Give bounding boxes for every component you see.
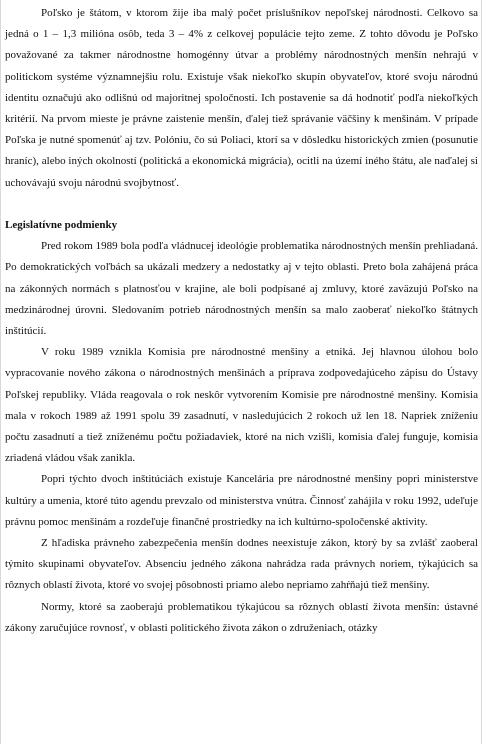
intro-paragraph: Poľsko je štátom, v ktorom žije iba malý počet príslušníkov nepoľskej národnosti. Celkovo sa jedná o 1 – 1,3 milióna osôb, teda 3 – 4% z celkovej populácie tejto zeme. Z tohto dôvodu je Poľsko považované za takmer národnostne homogénny útvar a problémy národnostných menšín nehrajú v politickom systéme významnejšiu rolu. Existuje však niekoľko skupín obyvateľov, ktoré svoju národnú identitu označujú ako odlišnú od majoritnej spoločnosti. Ich postavenie sa dá hodnotiť podľa niekoľkých kritérií. Na prvom mieste je právne zaistenie menšín, ďalej tiež správanie väčšiny k menšinám. V prípade Poľska je nutné spomenúť aj tzv. Polóniu, čo sú Poliaci, ktorí sa v dôsledku historických zmien (posunutie hraníc), alebo iných okolností (politická a ekonomická migrácia), ocitli na území iného štátu, ale naďalej si uchovávajú svoju národnú svojbytnosť. — [5, 7, 478, 189]
body-paragraph: Popri týchto dvoch inštitúciách existuje Kancelária pre národnostné menšiny popri ministerstve kultúry a umenia, ktoré túto agendu prevzalo od ministerstva vnútra. Činnosť zahájila v roku 1992, udeľuje právnu pomoc menšinám a rozdeľuje finančné prostriedky na ich kultúrno-spoločenské aktivity. — [5, 473, 478, 528]
body-paragraph: Normy, ktoré sa zaoberajú problematikou týkajúcou sa rôznych oblastí života menšín: ústavné zákony zaručujúce rovnosť, v oblasti politického života zákon o združeniach, otázky — [5, 600, 478, 634]
body-paragraph: V roku 1989 vznikla Komisia pre národnostné menšiny a etniká. Jej hlavnou úlohou bolo vypracovanie nového zákona o národnostných menšinách a príprava zodpovedajúceho zápisu do Ústavy Poľskej republiky. Vláda reagovala o rok neskôr vytvorením Komisie pre národnostné menšiny. Komisia mala v rokoch 1989 až 1991 spolu 39 zasadnutí, v nasledujúcich 2 rokoch už len 18. Napriek zníženiu počtu zasadnutí a tiež zníženému počtu požiadaviek, ktoré na nich vzišli, komisia ďalej funguje, komisia zriadená vládou však zanikla. — [5, 346, 478, 465]
body-paragraph: Pred rokom 1989 bola podľa vládnucej ideológie problematika národnostných menšín prehliadaná. Po demokratických voľbách sa ukázali medzery a nedostatky aj v tejto oblasti. Preto bola zahájená práca na zákonných normách s platnosťou v krajine, ale boli podpísané aj zmluvy, ktoré zaväzujú Poľsko na medzinárodnej úrovni. Sledovaním potrieb národnostných menšín sa malo zaoberať niekoľko štátnych inštitúcií. — [5, 240, 478, 338]
body-paragraph: Z hľadiska právneho zabezpečenia menšín dodnes neexistuje zákon, ktorý by sa zvlášť zaoberal týmito skupinami obyvateľov. Absenciu jedného zákona nahrádza rada právnych noriem, týkajúcich sa rôznych oblastí života, ktoré vo svojej pôsobnosti priamo alebo nepriamo zahŕňajú tiež menšiny. — [5, 537, 478, 592]
section-heading: Legislatívne podmienky — [5, 219, 118, 232]
blank-line — [5, 194, 478, 215]
